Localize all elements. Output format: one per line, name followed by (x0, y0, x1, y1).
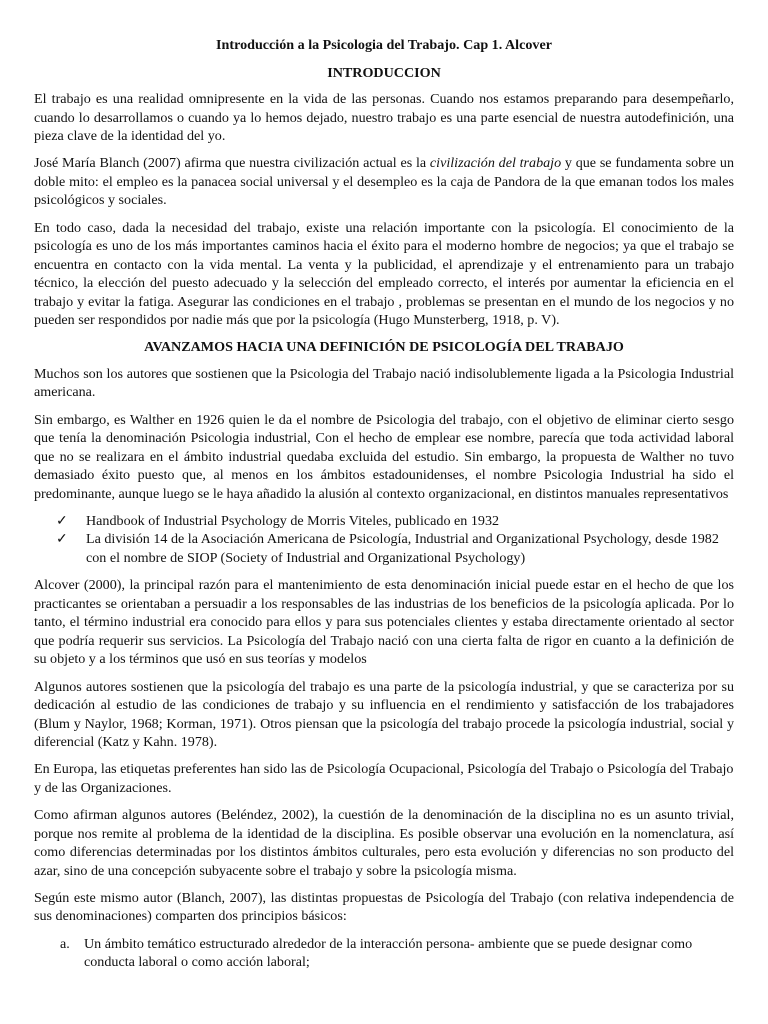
principles-list (34, 935, 734, 972)
principle-item (60, 935, 734, 972)
intro-paragraph-2-end: y que se fundamenta sobre un doble mito: el empleo es la panacea social universal y el desempleo es la caja de Pandora de la que emanan todos los males psicológicos y sociales. (34, 155, 734, 209)
checklist-item-text: La división 14 de la Asociación Americana de Psicología, Industrial and Organizational Psychology, desde 1982 con el nombre de SIOP (Society of Industrial and Organizational Psychology) (86, 531, 719, 566)
definition-paragraph-2: Sin embargo, es Walther en 1926 quien le da el nombre de Psicologia del trabajo, con el objetivo de eliminar cierto sesgo que tenía la denominación Psicologia industrial, Con el hecho de emplear ese nombre, parecía que toda actividad laboral que no se realizara en el ámbito industrial quedaba excluida del estudio. Sin embargo, la propuesta de Walther no tuvo demasiado éxito puesto que, al menos en los ámbitos estadounidenses, el nombre Psicologia Industrial ha sido el predominante, aunque luego se le haya añadido la alusión al contexto organizacional, en distintos manuales representativos (34, 411, 734, 502)
intro-paragraph-2 (34, 154, 734, 210)
checklist-item (56, 512, 734, 531)
checklist-item-text: Handbook of Industrial Psychology de Morris Viteles, publicado en 1932 (86, 512, 500, 529)
intro-paragraph-2-start: José María Blanch (2007) afirma que nuestra civilización actual es la (34, 155, 430, 172)
checklist (34, 512, 734, 568)
checklist-item (56, 530, 734, 567)
checkmark-icon: ✓ (56, 531, 68, 548)
heading-definicion: AVANZAMOS HACIA UNA DEFINICIÓN DE PSICOLOGÍA DEL TRABAJO (144, 339, 624, 356)
definition-paragraph-4: Algunos autores sostienen que la psicología del trabajo es una parte de la psicología industrial, y que se caracteriza por su dedicación al estudio de las condiciones de trabajo y su influencia en el rendimiento y satisfacción de los trabajadores (Blum y Naylor, 1968; Korman, 1971). Otros piensan que la psicología del trabajo procede la psicología industrial, social y diferencial (Katz y Kahn. 1978). (34, 678, 734, 751)
definition-paragraph-6: Como afirman algunos autores (Beléndez, 2002), la cuestión de la denominación de la disciplina no es un asunto trivial, porque nos remite al problema de la identidad de la disciplina. Es posible observar una evolución en la nomenclatura, así como diferencias determinadas por los distintos ámbitos culturales, pero esta evolución y diferencias no son producto del azar, sino de una concepción subyacente sobre el trabajo y sobre la psicología misma. (34, 807, 734, 879)
checkmark-icon: ✓ (56, 512, 68, 529)
definition-paragraph-1: Muchos son los autores que sostienen que la Psicologia del Trabajo nació indisolublemente ligada a la Psicologia Industrial americana. (34, 365, 734, 401)
intro-paragraph-3: En todo caso, dada la necesidad del trabajo, existe una relación importante con la psicología. El conocimiento de la psicología es uno de los más importantes caminos hacia el éxito para el moderno hombre de negocios; ya que el trabajo se encuentra en contacto con la vida mental. La venta y la publicidad, el aprendizaje y el entrenamiento para un trabajo técnico, la elección del puesto adecuado y la selección del empleado correcto, el interés por aumentar la eficiencia en el trabajo y evitar la fatiga. Asegurar las condiciones en el trabajo , problemas se presentan en el mundo de los negocios y no pueden ser respondidos por nadie más que por la psicología (Hugo Munsterberg, 1918, p. V). (34, 219, 734, 329)
principle-text: Un ámbito temático estructurado alrededor de la interacción persona- ambiente que se puede designar como conducta laboral o como acción laboral; (84, 935, 693, 971)
intro-paragraph-1: El trabajo es una realidad omnipresente en la vida de las personas. Cuando nos estamos preparando para desempeñarlo, cuando lo desarrollamos o cuando ya lo hemos dejado, nuestro trabajo es una parte esencial de nuestra autodefinición, una pieza clave de la identidad del yo. (34, 91, 734, 144)
italic-phrase: civilización del trabajo (429, 155, 562, 172)
definition-paragraph-5: En Europa, las etiquetas preferentes han sido las de Psicología Ocupacional, Psicología del Trabajo o Psicología del Trabajo y de las Organizaciones. (34, 761, 734, 796)
definition-paragraph-3: Alcover (2000), la principal razón para el mantenimiento de esta denominación inicial puede estar en el hecho de que los practicantes se orientaban a persuadir a los responsables de las industrias de los beneficios de la psicología aplicada. Por lo tanto, el término industrial era conocido para ellos y para sus potenciales clientes y estaba directamente orientado al sector que podría requerir sus servicios. La Psicología del Trabajo nació con una cierta falta de rigor en cuanto a la definición de su objeto y a los términos que usó en sus teorías y modelos (34, 577, 734, 668)
document-title: Introducción a la Psicologia del Trabajo. Cap 1. Alcover (216, 37, 552, 53)
definition-paragraph-7: Según este mismo autor (Blanch, 2007), las distintas propuestas de Psicología del Trabajo (con relativa independencia de sus denominaciones) comparten dos principios básicos: (34, 889, 734, 925)
principle-marker: a. (60, 935, 70, 952)
heading-introduccion: INTRODUCCION (327, 64, 441, 81)
